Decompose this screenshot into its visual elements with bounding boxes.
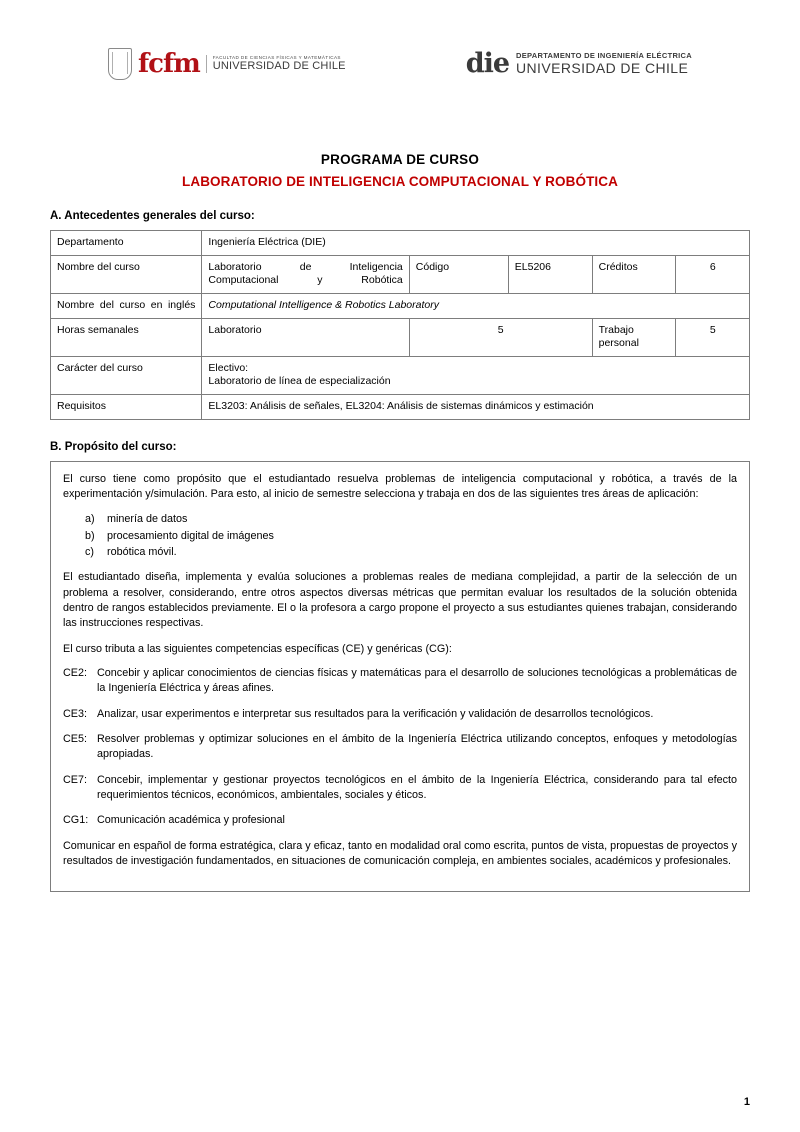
- table-row: [51, 318, 750, 356]
- list-marker: a): [85, 513, 95, 526]
- caracter-value: [202, 356, 750, 394]
- trabajo-personal-valor: 5: [676, 318, 750, 356]
- competency-ce3: [63, 707, 737, 722]
- departamento-value: Ingeniería Eléctrica (DIE): [202, 231, 750, 256]
- competency-text: Resolver problemas y optimizar soluciones en el ámbito de la Ingeniería Eléctrica utilizando conceptos, enfoques y metodologías apropiadas.: [97, 733, 737, 761]
- course-info-table: [50, 230, 750, 420]
- nombre-ingles-value: Computational Intelligence & Robotics Laboratory: [202, 293, 750, 318]
- die-logo: [466, 48, 692, 79]
- list-text: minería de datos: [107, 513, 188, 526]
- table-row: [51, 293, 750, 318]
- competency-ce5: [63, 732, 737, 763]
- table-row: [51, 255, 750, 293]
- table-row: [51, 231, 750, 256]
- list-text: procesamiento digital de imágenes: [107, 529, 274, 542]
- purpose-paragraph-2: El estudiantado diseña, implementa y evalúa soluciones a problemas reales de mediana complejidad, a partir de la selección de un problema a resolver, considerando, entre otros aspectos diversas métricas que permitan evaluar los resultados de la solución obtenida dentro de rangos establecidos previamente. El o la profesora a cargo propone el proyecto a sus estudiantes quienes trabajan, considerando las instrucciones respectivas.: [63, 571, 737, 630]
- table-row: [51, 356, 750, 394]
- application-areas-list: [63, 512, 737, 560]
- die-university-line: UNIVERSIDAD DE CHILE: [516, 60, 689, 76]
- purpose-box: [50, 461, 750, 893]
- competency-code: CE2:: [63, 667, 88, 680]
- list-item: [85, 545, 737, 560]
- creditos-label: Créditos: [592, 255, 676, 293]
- competency-text: Concebir, implementar y gestionar proyectos tecnológicos en el ámbito de la Ingeniería Eléctrica, considerando para tal efecto requerimientos técnicos, económicos, ambientales, sociales y éticos.: [97, 773, 737, 802]
- nombre-curso-value: Laboratorio de Inteligencia Computacional y Robótica: [202, 255, 409, 293]
- requisitos-value: EL3203: Análisis de señales, EL3204: Análisis de sistemas dinámicos y estimación: [202, 395, 750, 420]
- horas-semanales-label: Horas semanales: [51, 318, 202, 356]
- die-wordmark: die: [465, 48, 510, 79]
- page-subtitle: LABORATORIO DE INTELIGENCIA COMPUTACIONAL Y ROBÓTICA: [182, 174, 618, 189]
- list-text: robótica móvil.: [107, 546, 177, 559]
- list-item: [85, 512, 737, 527]
- nombre-curso-label: Nombre del curso: [51, 255, 202, 293]
- competency-text: Analizar, usar experimentos e interpretar sus resultados para la verificación y validación de desarrollos tecnológicos.: [97, 707, 654, 720]
- competency-ce7: [63, 773, 737, 804]
- fcfm-logo: [108, 48, 346, 80]
- codigo-value: EL5206: [508, 255, 592, 293]
- cg1-detail-paragraph: Comunicar en español de forma estratégica, clara y eficaz, tanto en modalidad oral como escrita, puntos de vista, propuestas de proyectos y resultados de investigación fundamentados, en situaciones de comunicación compleja, en ambientes sociales, académicos y profesionales.: [63, 839, 737, 867]
- list-marker: c): [85, 546, 94, 559]
- die-logo-text: [516, 51, 692, 76]
- list-marker: b): [85, 529, 95, 542]
- nombre-ingles-label: Nombre del curso en inglés: [51, 293, 202, 318]
- horas-tipo-value: Laboratorio: [202, 318, 409, 356]
- competency-text: Concebir y aplicar conocimientos de ciencias físicas y matemáticas para el desarrollo de soluciones tecnológicas a problemáticas de la Ingeniería Eléctrica y áreas afines.: [97, 667, 737, 695]
- caracter-line-2: Laboratorio de línea de especialización: [208, 375, 391, 388]
- fcfm-university-line: UNIVERSIDAD DE CHILE: [212, 60, 346, 73]
- page-title: PROGRAMA DE CURSO: [320, 152, 480, 167]
- caracter-label: Carácter del curso: [51, 356, 202, 394]
- fcfm-crest-icon: [108, 48, 132, 80]
- codigo-label: Código: [409, 255, 508, 293]
- purpose-paragraph-3: El curso tributa a las siguientes competencias específicas (CE) y genéricas (CG):: [63, 642, 452, 655]
- page-number: 1: [743, 1096, 750, 1108]
- horas-valor: 5: [409, 318, 592, 356]
- table-row: [51, 395, 750, 420]
- fcfm-logo-text: [206, 55, 346, 73]
- section-a-heading: A. Antecedentes generales del curso:: [50, 210, 255, 222]
- competency-ce2: [63, 666, 737, 697]
- trabajo-personal-label: Trabajo personal: [592, 318, 676, 356]
- fcfm-faculty-line: FACULTAD DE CIENCIAS FÍSICAS Y MATEMÁTICAS: [212, 55, 341, 61]
- departamento-label: Departamento: [51, 231, 202, 256]
- die-department-line: DEPARTAMENTO DE INGENIERÍA ELÉCTRICA: [516, 51, 692, 60]
- section-b-heading: B. Propósito del curso:: [50, 440, 177, 453]
- competency-code: CE5:: [63, 733, 88, 746]
- list-item: [85, 529, 737, 544]
- competency-code: CE3:: [63, 707, 88, 720]
- creditos-value: 6: [676, 255, 750, 293]
- competency-code: CG1:: [63, 814, 89, 827]
- requisitos-label: Requisitos: [51, 395, 202, 420]
- fcfm-wordmark: fcfm: [138, 49, 200, 79]
- header-logos: [50, 0, 750, 110]
- competency-code: CE7:: [63, 773, 88, 786]
- competency-text: Comunicación académica y profesional: [97, 814, 285, 827]
- purpose-paragraph-1: El curso tiene como propósito que el estudiantado resuelva problemas de inteligencia computacional y robótica, a través de la experimentación y/simulación. Para esto, al inicio de semestre selecciona y trabaja en dos de las siguientes tres áreas de aplicación:: [63, 472, 737, 501]
- caracter-line-1: Electivo:: [208, 361, 249, 374]
- competency-cg1: [63, 813, 737, 828]
